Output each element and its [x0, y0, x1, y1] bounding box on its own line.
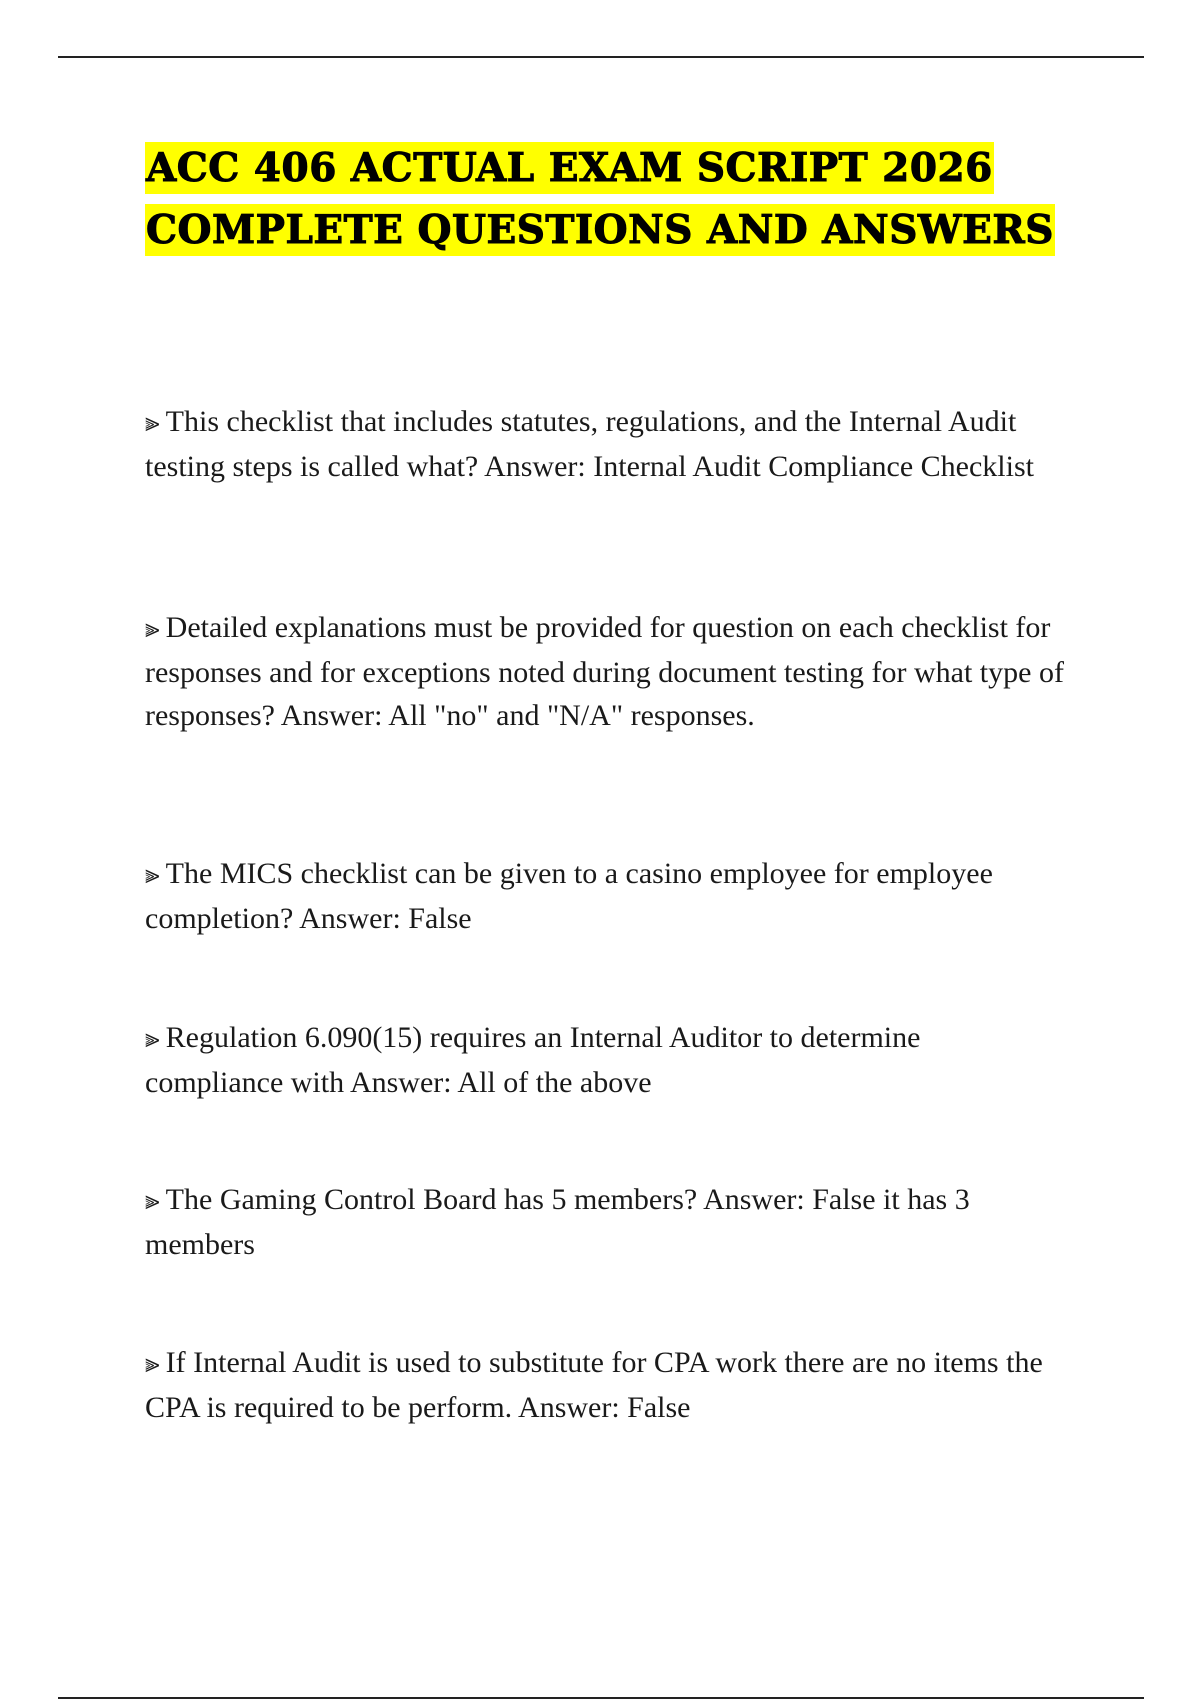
title-line-2: COMPLETE QUESTIONS AND ANSWERS — [145, 204, 1055, 256]
triple-arrow-bullet-icon: ⫸ — [145, 1024, 160, 1054]
triple-arrow-bullet-icon: ⫸ — [145, 1349, 160, 1379]
document-title — [145, 142, 1145, 266]
qa-item-text: Detailed explanations must be provided for question on each checklist for responses and for exceptions noted during document testing for what type of responses? Answer: All "no" and "N/A" responses. — [145, 611, 1064, 732]
qa-item-6 — [145, 1341, 1065, 1429]
qa-item-text: Regulation 6.090(15) requires an Internal Auditor to determine compliance with Answer: All of the above — [145, 1021, 921, 1099]
qa-item-1 — [145, 400, 1065, 488]
top-divider — [58, 56, 1144, 58]
qa-item-text: The MICS checklist can be given to a casino employee for employee completion? Answer: False — [145, 857, 993, 935]
title-line-1: ACC 406 ACTUAL EXAM SCRIPT 2026 — [145, 142, 994, 194]
bottom-divider — [58, 1697, 1144, 1699]
qa-item-5 — [145, 1178, 1065, 1266]
triple-arrow-bullet-icon: ⫸ — [145, 614, 160, 644]
qa-item-text: This checklist that includes statutes, regulations, and the Internal Audit testing steps is called what? Answer: Internal Audit Compliance Checklist — [145, 405, 1034, 483]
qa-item-text: The Gaming Control Board has 5 members? Answer: False it has 3 members — [145, 1183, 970, 1261]
qa-item-text: If Internal Audit is used to substitute for CPA work there are no items the CPA is required to be perform. Answer: False — [145, 1346, 1043, 1424]
triple-arrow-bullet-icon: ⫸ — [145, 860, 160, 890]
triple-arrow-bullet-icon: ⫸ — [145, 1186, 160, 1216]
triple-arrow-bullet-icon: ⫸ — [145, 408, 160, 438]
qa-item-4 — [145, 1016, 1065, 1104]
qa-item-3 — [145, 852, 1065, 940]
qa-item-2 — [145, 606, 1065, 737]
